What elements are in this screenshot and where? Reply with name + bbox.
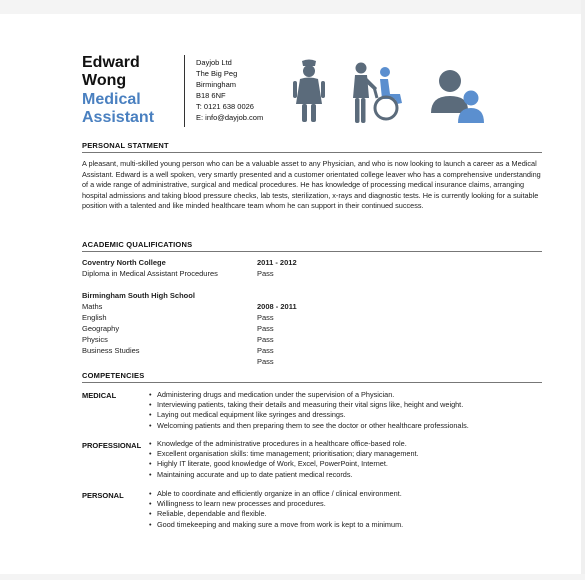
bullet-icon: • — [149, 410, 152, 420]
school-name: Birmingham South High School — [82, 291, 195, 300]
last-name: Wong — [82, 72, 127, 89]
list-item-text: Reliable, dependable and flexible. — [157, 509, 267, 519]
bullet-icon: • — [149, 449, 152, 459]
list-item-text: Maintaining accurate and up to date patient medical records. — [157, 469, 353, 479]
nurse-icon — [288, 58, 330, 128]
list-item-text: Good timekeeping and making sure a move from work is kept to a minimum. — [157, 519, 404, 529]
caregiver-wheelchair-icon — [350, 58, 412, 128]
page-edge-top — [0, 0, 585, 14]
list-item-text: Welcoming patients and then preparing them to see the doctor or other healthcare professionals. — [157, 420, 469, 430]
page-edge-bottom — [0, 574, 585, 580]
competency-list-personal — [149, 489, 403, 530]
competency-list-professional — [149, 439, 419, 480]
college-result: Pass — [257, 269, 274, 278]
competency-list-medical — [149, 390, 469, 431]
contact-address-2: Birmingham — [196, 80, 237, 89]
list-item — [149, 421, 469, 431]
college-name: Coventry North College — [82, 258, 166, 267]
list-item — [149, 499, 403, 509]
list-item — [149, 410, 469, 420]
list-item — [149, 390, 469, 400]
school-subject-row — [82, 356, 482, 367]
college-row — [82, 257, 482, 268]
bullet-icon: • — [149, 400, 152, 410]
bullet-icon: • — [149, 499, 152, 509]
list-item — [149, 449, 419, 459]
list-item-text: Willingness to learn new processes and procedures. — [157, 499, 326, 509]
list-item-text: Interviewing patients, taking their details and measuring their vital signs like, height and weight. — [157, 400, 464, 410]
school-block — [82, 290, 482, 367]
subject-result: Pass — [257, 313, 274, 322]
school-subject-row — [82, 312, 482, 323]
bullet-icon: • — [149, 459, 152, 469]
users-icon — [430, 67, 490, 125]
school-years: 2008 - 2011 — [257, 302, 297, 311]
statement-rule — [82, 152, 542, 153]
school-subject-row — [82, 301, 482, 312]
job-title-line1: Medical — [82, 91, 141, 108]
school-name-row — [82, 290, 482, 301]
list-item — [149, 439, 419, 449]
contact-phone: T: 0121 638 0026 — [196, 102, 254, 111]
list-item — [149, 400, 469, 410]
resume-header — [82, 54, 522, 130]
qualifications-heading: ACADEMIC QUALIFICATIONS — [82, 240, 193, 249]
list-item-text: Laying out medical equipment like syringes and dressings. — [157, 410, 346, 420]
school-subject-row — [82, 345, 482, 356]
list-item-text: Excellent organisation skills: time management; prioritisation; diary management. — [157, 449, 419, 459]
bullet-icon: • — [149, 509, 152, 519]
college-years: 2011 - 2012 — [257, 258, 297, 267]
list-item — [149, 470, 419, 480]
subject-name: Maths — [82, 302, 103, 311]
competency-label-personal: PERSONAL — [82, 491, 124, 500]
bullet-icon: • — [149, 390, 152, 399]
job-title-line2: Assistant — [82, 109, 155, 126]
list-item-text: Able to coordinate and efficiently organize in an office / clinical environment. — [157, 489, 402, 498]
subject-name: English — [82, 313, 107, 322]
statement-text: A pleasant, multi-skilled young person who can be a valuable asset to any Physician, and who is now looking to launch a career as a Medical Assistant. Edward is a well spoken, very smartly presented and a customer orientated college leaver who has a comprehensive understanding of a wide range of administrative, surgical and medical procedures. He has knowledge of processing medical insurance claims, arranging hospital admissions and taking blood pressure checks, lab tests, sterilization, x-rays and diagnostic tests. He is currently looking for a suitable position with a talented and like minded healthcare team whom he can support in their continued success. — [82, 159, 541, 211]
competency-label-medical: MEDICAL — [82, 391, 117, 400]
school-subject-row — [82, 334, 482, 345]
name-block — [82, 54, 174, 127]
list-item-text: Highly IT literate, good knowledge of Work, Excel, PowerPoint, Internet. — [157, 459, 388, 469]
competencies-rule — [82, 382, 542, 383]
contact-details — [196, 57, 263, 123]
subject-name: Physics — [82, 335, 108, 344]
subject-result: Pass — [257, 357, 274, 366]
bullet-icon: • — [149, 489, 152, 498]
contact-address-1: The Big Peg — [196, 69, 238, 78]
contact-postcode: B18 6NF — [196, 91, 226, 100]
college-course-row — [82, 268, 482, 279]
subject-result: Pass — [257, 346, 274, 355]
header-divider — [184, 55, 185, 127]
bullet-icon: • — [149, 420, 152, 430]
list-item-text: Administering drugs and medication under the supervision of a Physician. — [157, 390, 395, 399]
list-item — [149, 459, 419, 469]
subject-result: Pass — [257, 335, 274, 344]
list-item — [149, 489, 403, 499]
competency-label-professional: PROFESSIONAL — [82, 441, 142, 450]
statement-heading: PERSONAL STATMENT — [82, 141, 169, 150]
school-subject-row — [82, 323, 482, 334]
subject-name: Geography — [82, 324, 120, 333]
bullet-icon: • — [149, 519, 152, 529]
college-course: Diploma in Medical Assistant Procedures — [82, 269, 218, 278]
header-icons — [288, 58, 488, 128]
qualifications-rule — [82, 251, 542, 252]
list-item-text: Knowledge of the administrative procedures in a healthcare office-based role. — [157, 439, 407, 448]
first-name: Edward — [82, 54, 140, 71]
list-item — [149, 520, 403, 530]
bullet-icon: • — [149, 439, 152, 448]
college-block — [82, 257, 482, 279]
subject-result: Pass — [257, 324, 274, 333]
contact-company: Dayjob Ltd — [196, 58, 232, 67]
contact-email[interactable]: E: info@dayjob.com — [196, 113, 264, 122]
list-item — [149, 509, 403, 519]
bullet-icon: • — [149, 469, 152, 479]
competencies-heading: COMPETENCIES — [82, 371, 145, 380]
page-edge-right — [581, 0, 585, 580]
subject-name: Business Studies — [82, 346, 140, 355]
